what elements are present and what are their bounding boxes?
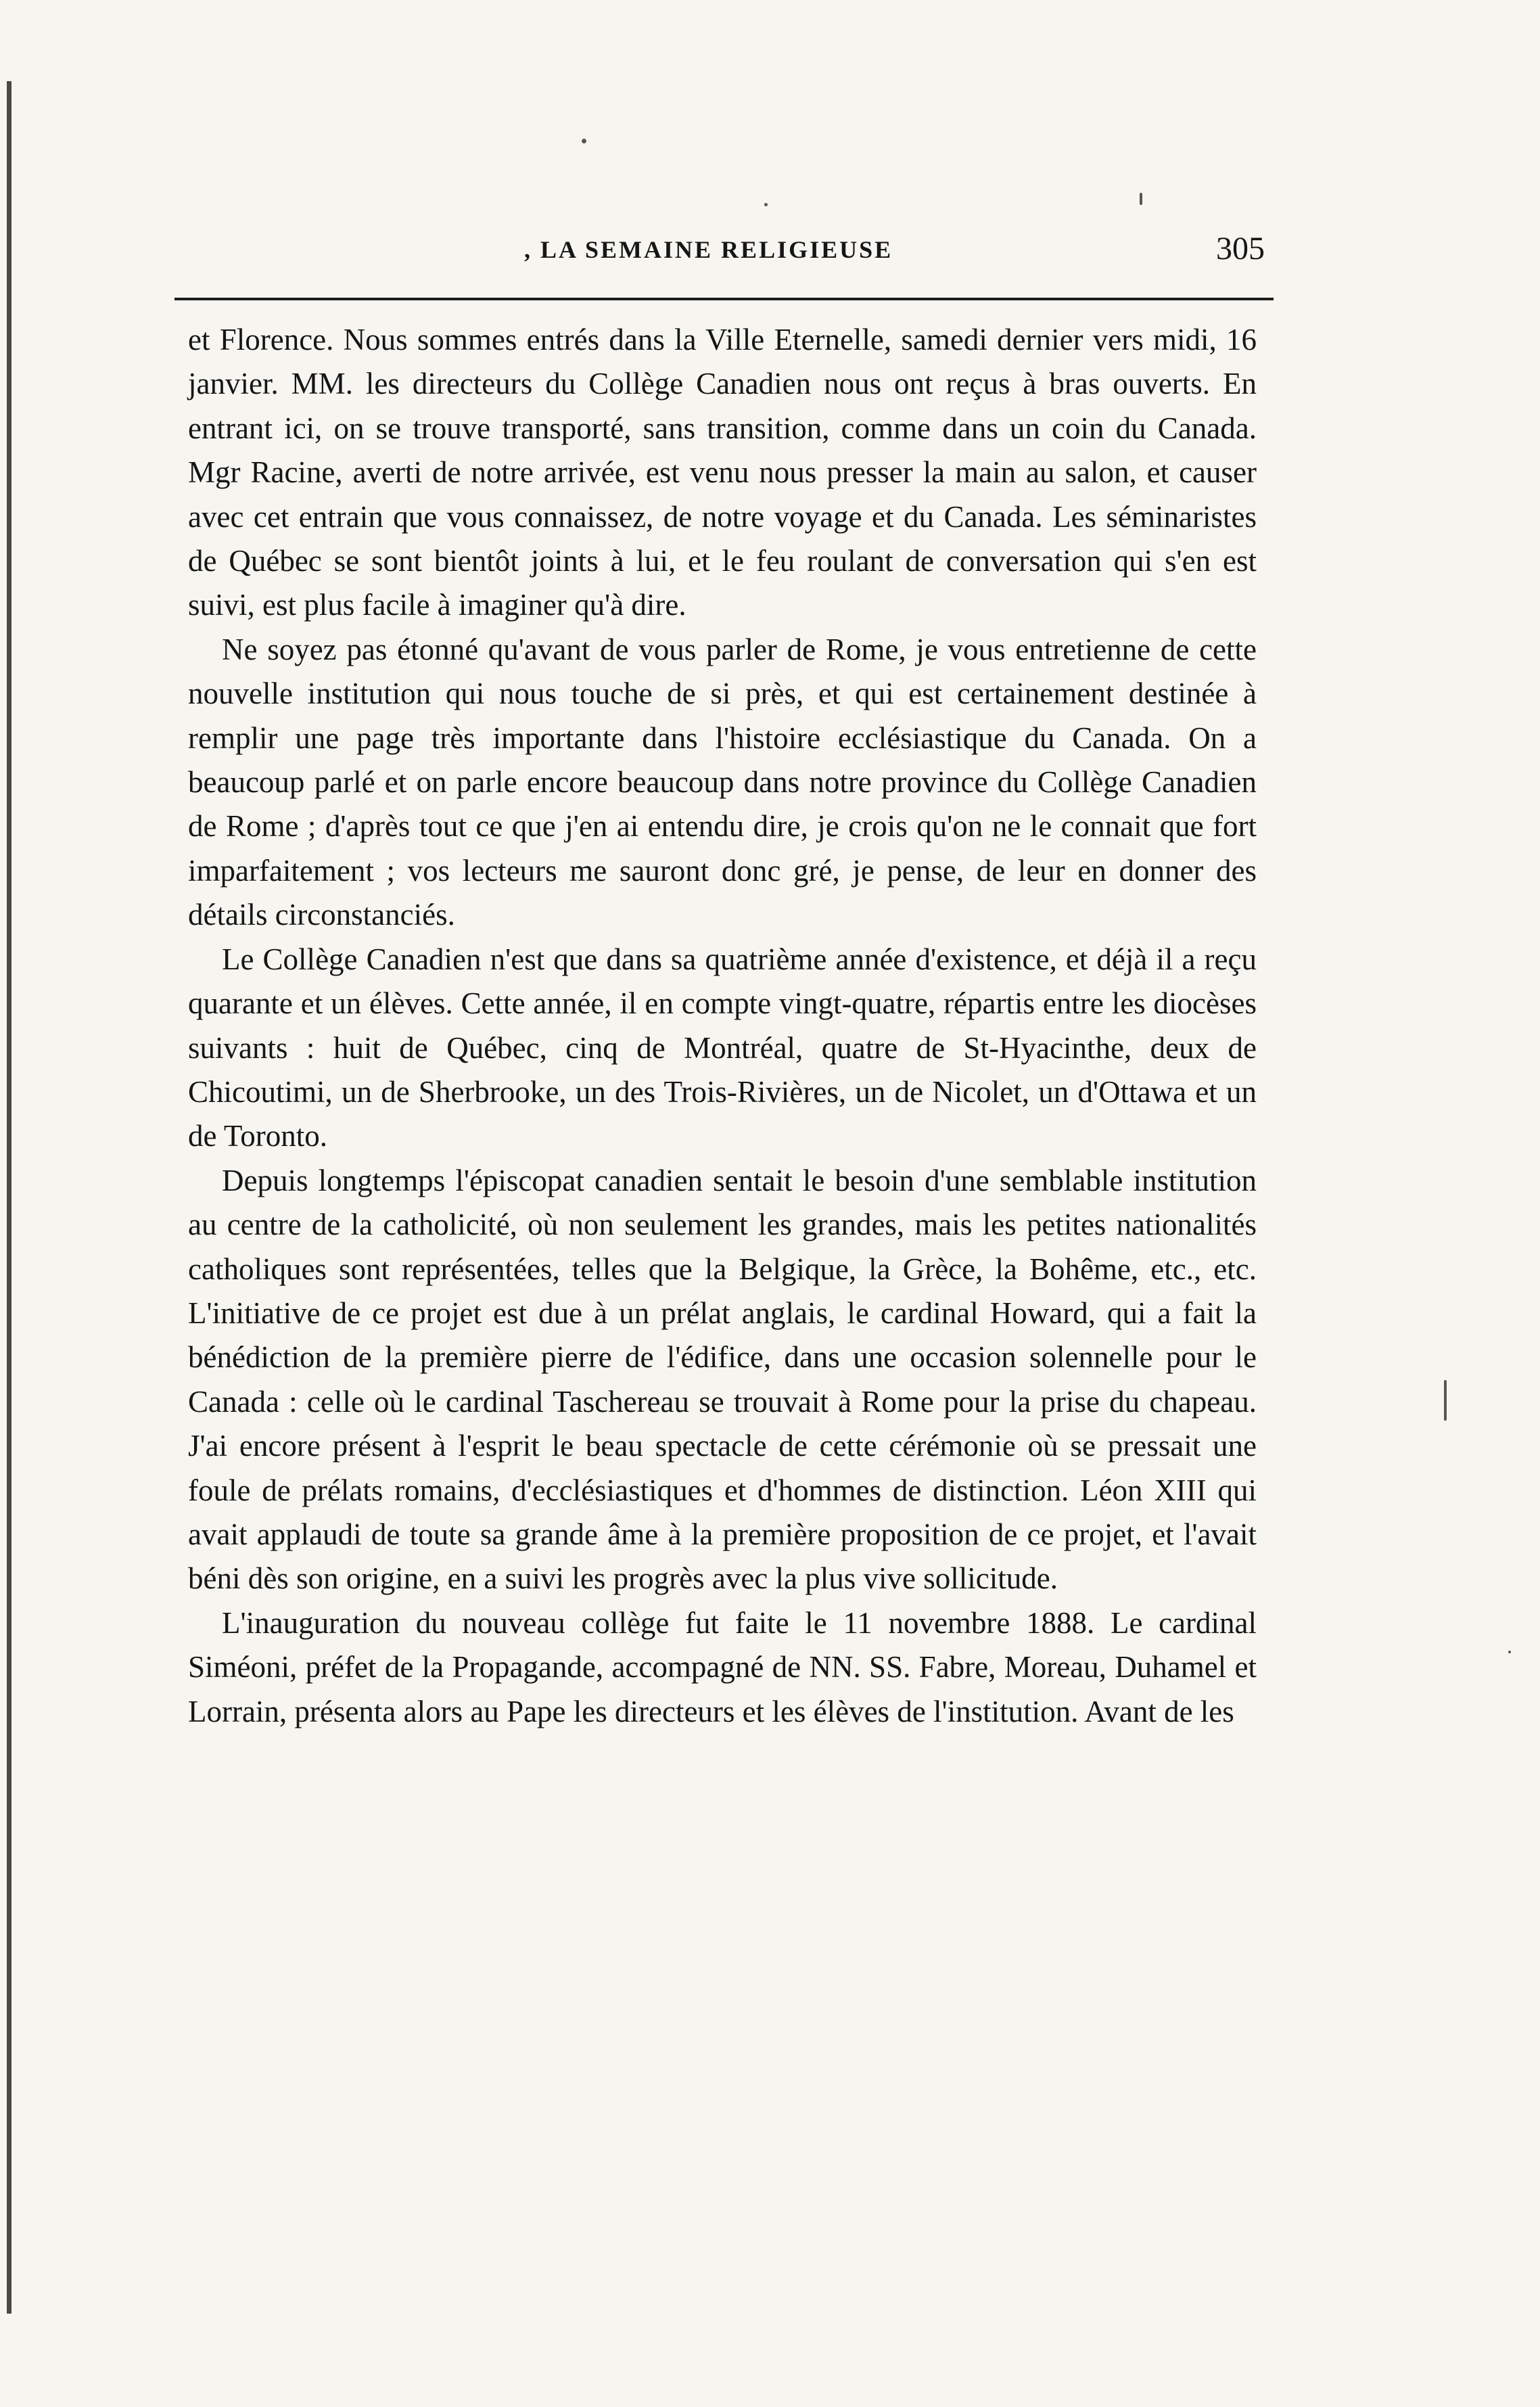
paragraph-5: L'inauguration du nouveau collège fut faite le 11 novembre 1888. Le cardinal Siméoni, préfet de la Propagande, accompagné de NN. SS. Fabre, Moreau, Duhamel et Lorrain, présenta alors au Pape les directeurs et les élèves de l'institution. Avant de les [188, 1605, 1257, 1728]
binding-edge [7, 81, 11, 2314]
page-number: 305 [1216, 231, 1265, 267]
header-rule [174, 298, 1274, 300]
running-title: , LA SEMAINE RELIGIEUSE [524, 236, 893, 263]
paragraph-3: Le Collège Canadien n'est que dans sa quatrième année d'existence, et déjà il a reçu quarante et un élèves. Cette année, il en compte vingt-quatre, répartis entre les diocèses suivants : huit de Québec, cinq de Montréal, quatre de St-Hyacinthe, deux de Chicoutimi, un de Sherbrooke, un des Trois-Rivières, un de Nicolet, un d'Ottawa et un de Toronto. [188, 942, 1257, 1153]
page-header [176, 230, 1271, 284]
paragraph-4: Depuis longtemps l'épiscopat canadien sentait le besoin d'une semblable institution au centre de la catholicité, où non seulement les grandes, mais les petites nationalités catholiques sont représentées, telles que la Belgique, la Grèce, la Bohême, etc., etc. L'initiative de ce projet est due à un prélat anglais, le cardinal Howard, qui a fait la bénédiction de la première pierre de l'édifice, dans une occasion solennelle pour le Canada : celle où le cardinal Taschereau se trouvait à Rome pour la prise du chapeau. J'ai encore présent à l'esprit le beau spectacle de cette cérémonie où se pressait une foule de prélats romains, d'ecclésiastiques et d'hommes de distinction. Léon XIII qui avait applaudi de toute sa grande âme à la première proposition de ce projet, et l'avait béni dès son origine, en a suivi les progrès avec la plus vive sollicitude. [188, 1163, 1257, 1596]
print-speck [764, 203, 768, 206]
print-speck [1508, 1651, 1511, 1653]
print-speck [582, 139, 586, 143]
article-body [188, 318, 1257, 1734]
paragraph-1: et Florence. Nous sommes entrés dans la Ville Eternelle, samedi dernier vers midi, 16 janvier. MM. les directeurs du Collège Canadien nous ont reçus à bras ouverts. En entrant ici, on se trouve transporté, sans transition, comme dans un coin du Canada. Mgr Racine, averti de notre arrivée, est venu nous presser la main au salon, et causer avec cet entrain que vous connaissez, de notre voyage et du Canada. Les séminaristes de Québec se sont bientôt joints à lui, et le feu roulant de conversation qui s'en est suivi, est plus facile à imaginer qu'à dire. [188, 323, 1257, 622]
paragraph-2: Ne soyez pas étonné qu'avant de vous parler de Rome, je vous entretienne de cette nouvelle institution qui nous touche de si près, et qui est certainement destinée à remplir une page très importante dans l'histoire ecclésiastique du Canada. On a beaucoup parlé et on parle encore beaucoup dans notre province du Collège Canadien de Rome ; d'après tout ce que j'en ai entendu dire, je crois qu'on ne le connait que fort imparfaitement ; vos lecteurs me sauront donc gré, je pense, de leur en donner des détails circonstanciés. [188, 632, 1257, 932]
print-speck [1444, 1380, 1447, 1421]
print-speck [1140, 193, 1142, 205]
